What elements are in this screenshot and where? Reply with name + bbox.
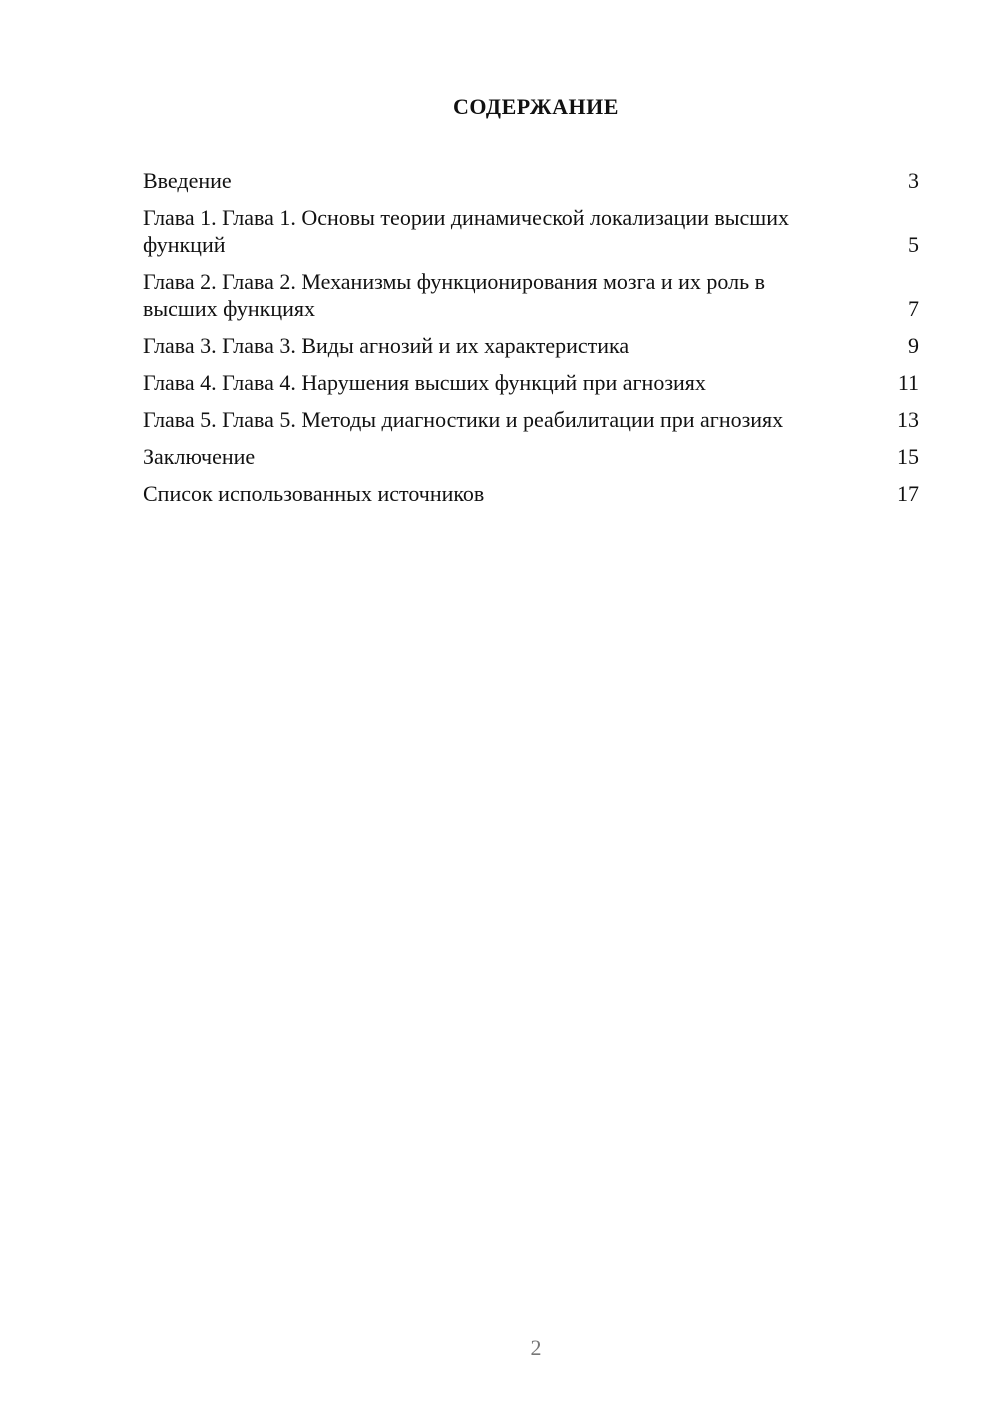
toc-entry-conclusion[interactable] xyxy=(143,443,919,470)
toc-entry-page: 3 xyxy=(908,168,919,193)
toc-entry-chapter-5[interactable] xyxy=(143,406,919,433)
toc-entry-chapter-2[interactable] xyxy=(143,268,919,322)
toc-entry-references[interactable] xyxy=(143,480,919,507)
page-number: 2 xyxy=(530,1335,542,1360)
toc-entry-chapter-1[interactable] xyxy=(143,204,919,258)
toc-entry-page: 7 xyxy=(908,296,919,321)
toc-entry-text: Глава 3. Глава 3. Виды агнозий и их характеристика xyxy=(143,333,630,358)
toc-entry-chapter-3[interactable] xyxy=(143,332,919,359)
toc-entry-page: 9 xyxy=(908,333,919,358)
toc-entry-text: Глава 2. Глава 2. Механизмы функционирования мозга и их роль в высших функциях xyxy=(143,269,766,321)
toc-entry-page: 11 xyxy=(897,370,919,395)
toc-entry-text: Глава 5. Глава 5. Методы диагностики и реабилитации при агнозиях xyxy=(143,407,784,432)
page-title: СОДЕРЖАНИЕ xyxy=(453,94,619,119)
toc-entry-page: 17 xyxy=(897,481,919,506)
toc-entry-text: Введение xyxy=(143,168,232,193)
toc-entry-text: Глава 4. Глава 4. Нарушения высших функций при агнозиях xyxy=(143,370,706,395)
toc-entry-page: 5 xyxy=(908,232,919,257)
toc-entry-text: Глава 1. Глава 1. Основы теории динамической локализации высших функций xyxy=(143,205,790,257)
toc-entry-text: Список использованных источников xyxy=(143,481,485,506)
toc-entry-chapter-4[interactable] xyxy=(143,369,919,396)
table-of-contents xyxy=(143,167,919,517)
toc-entry-text: Заключение xyxy=(143,444,256,469)
toc-entry-introduction[interactable] xyxy=(143,167,919,194)
toc-entry-page: 13 xyxy=(897,407,919,432)
toc-entry-page: 15 xyxy=(897,444,919,469)
